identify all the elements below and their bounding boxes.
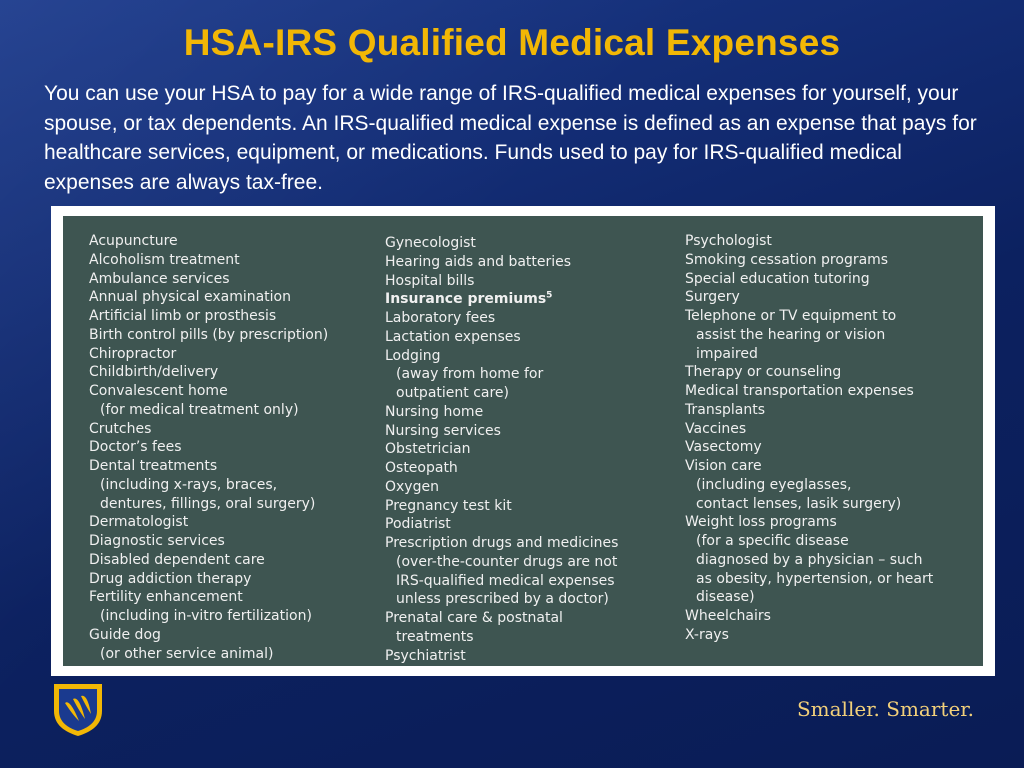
expense-column-2 [385, 234, 675, 665]
expense-item [685, 495, 975, 514]
expense-item-text: IRS-qualified medical expenses [396, 572, 615, 589]
expense-item [385, 647, 675, 666]
expense-item-text: (for a specific disease [696, 533, 849, 549]
expense-item-text: Crutches [89, 420, 152, 437]
expense-item [89, 626, 369, 645]
expense-item-text: Alcoholism treatment [89, 251, 240, 268]
expense-item [685, 420, 975, 439]
expense-item [685, 288, 975, 307]
expense-table [63, 216, 983, 666]
expense-item [685, 326, 975, 345]
expense-item-text: Drug addiction therapy [89, 570, 252, 587]
expense-item-text: (including in-vitro fertilization) [100, 608, 312, 624]
expense-item [685, 270, 975, 289]
expense-item-text: dentures, fillings, oral surgery) [100, 495, 316, 512]
expense-item-text: Obstetrician [385, 441, 471, 458]
expense-item-text: Smoking cessation programs [685, 251, 889, 268]
expense-item [89, 513, 369, 532]
expense-item-text: (for medical treatment only) [100, 401, 299, 418]
expense-item [385, 553, 675, 572]
expense-item-text: Telephone or TV equipment to [685, 308, 897, 324]
expense-item [685, 382, 975, 401]
expense-item [685, 307, 975, 326]
intro-paragraph: You can use your HSA to pay for a wide range of IRS-qualified medical expenses for yourself, your spouse, or tax dependents. An IRS-qualified medical expense is defined as an expense that pays for healthcare services, equipment, or medications. Funds used to pay for IRS-qualified medical expenses are always tax-free. [44, 82, 977, 194]
expense-item [89, 363, 369, 382]
expense-item-text: Guide dog [89, 626, 161, 643]
expense-item-text: Therapy or counseling [685, 364, 842, 381]
expense-item [89, 476, 369, 495]
expense-item [385, 290, 675, 309]
expense-item [89, 345, 369, 364]
expense-item [685, 551, 975, 570]
expense-item-text: Hearing aids and batteries [385, 253, 572, 270]
expense-item [89, 288, 369, 307]
expense-item-text: Laboratory fees [385, 310, 496, 326]
expense-item [89, 570, 369, 589]
expense-item-text: Doctor’s fees [89, 439, 182, 456]
expense-item-text: Psychologist [685, 233, 772, 249]
expense-item-text: Prenatal care & postnatal [385, 610, 563, 626]
expense-item-text: Weight loss programs [685, 514, 837, 531]
expense-item [385, 590, 675, 609]
expense-item-text: Childbirth/delivery [89, 364, 219, 381]
expense-item-text: outpatient care) [396, 385, 509, 401]
expense-item [685, 438, 975, 457]
expense-item-text: Insurance premiums [385, 291, 547, 308]
expense-item [89, 551, 369, 570]
expense-item [385, 272, 675, 291]
expense-item-text: Artificial limb or prosthesis [89, 308, 277, 324]
expense-item-text: assist the hearing or vision [696, 326, 886, 343]
expense-item [89, 270, 369, 289]
expense-item-text: Nursing home [385, 403, 484, 420]
expense-item-text: Vision care [685, 458, 762, 474]
expense-item-text: (including eyeglasses, [696, 476, 852, 493]
expense-item [385, 365, 675, 384]
expense-item [385, 384, 675, 403]
expense-item-text: unless prescribed by a doctor) [396, 591, 609, 608]
tagline: Smaller. Smarter. [796, 697, 974, 721]
expense-item [385, 328, 675, 347]
expense-item-text: Vasectomy [685, 439, 762, 456]
expense-item [385, 347, 675, 366]
expense-item-text: Ambulance services [89, 270, 230, 287]
expense-item-text: disease) [696, 589, 755, 606]
expense-item [89, 588, 369, 607]
expense-item [685, 626, 975, 645]
expense-item-text: as obesity, hypertension, or heart [696, 570, 934, 587]
expense-item [89, 607, 369, 626]
expense-item-text: (including x-rays, braces, [100, 476, 278, 493]
expense-item [89, 307, 369, 326]
expense-item [685, 607, 975, 626]
expense-item [385, 422, 675, 441]
expense-item-text: Osteopath [385, 460, 458, 476]
expense-item [89, 420, 369, 439]
expense-item [685, 232, 975, 251]
expense-item-text: X-rays [685, 626, 729, 643]
expense-item-text: Vaccines [685, 420, 747, 437]
expense-item-text: Fertility enhancement [89, 589, 243, 606]
expense-item-text: Hospital bills [385, 272, 475, 289]
expense-item-text: Birth control pills (by prescription) [89, 326, 329, 343]
expense-item-text: treatments [396, 628, 474, 645]
expense-item [89, 495, 369, 514]
expense-item [385, 515, 675, 534]
expense-item-text: (away from home for [396, 366, 544, 383]
expense-item [385, 478, 675, 497]
expense-item [385, 534, 675, 553]
expense-item-text: Dermatologist [89, 514, 189, 531]
expense-item [685, 588, 975, 607]
expense-item-text: Prescription drugs and medicines [385, 535, 619, 551]
expense-item [385, 572, 675, 591]
expense-item [685, 570, 975, 589]
expense-item [89, 532, 369, 551]
expense-item [685, 476, 975, 495]
expense-item [685, 513, 975, 532]
expense-item-text: Wheelchairs [685, 608, 771, 624]
expense-column-1 [89, 232, 369, 663]
expense-item [385, 234, 675, 253]
expense-item [385, 440, 675, 459]
expense-item-text: (or other service animal) [100, 645, 274, 662]
shield-logo-icon [51, 681, 105, 737]
expense-item-text: Podiatrist [385, 516, 451, 533]
expense-item [685, 401, 975, 420]
expense-item [685, 251, 975, 270]
expense-item [685, 345, 975, 364]
expense-item [89, 645, 369, 664]
expense-item [89, 401, 369, 420]
expense-item-text: Diagnostic services [89, 533, 225, 549]
expense-item [385, 253, 675, 272]
expense-item-text: Special education tutoring [685, 270, 870, 287]
expense-item [685, 363, 975, 382]
expense-item-text: Gynecologist [385, 235, 476, 251]
expense-item-text: Lactation expenses [385, 328, 521, 345]
expense-item-text: Dental treatments [89, 458, 218, 474]
expense-item-text: Psychiatrist [385, 647, 466, 664]
expense-column-3 [685, 232, 975, 645]
expense-item-text: Oxygen [385, 478, 439, 495]
expense-item-text: Nursing services [385, 422, 501, 439]
expense-item-text: (over-the-counter drugs are not [396, 553, 618, 570]
expense-item [89, 438, 369, 457]
expense-item-text: Annual physical examination [89, 289, 291, 306]
expense-item-text: Lodging [385, 347, 441, 364]
expense-item-text: Chiropractor [89, 345, 177, 362]
slide-title: HSA-IRS Qualified Medical Expenses [183, 22, 841, 63]
expense-item-text: contact lenses, lasik surgery) [696, 495, 902, 512]
expense-item-text: Disabled dependent care [89, 551, 265, 568]
expense-item [89, 251, 369, 270]
expense-item [685, 457, 975, 476]
expense-item-text: Convalescent home [89, 383, 228, 399]
expense-item-text: Acupuncture [89, 233, 178, 249]
expense-item [385, 309, 675, 328]
expense-item [385, 628, 675, 647]
expense-item-text: Medical transportation expenses [685, 383, 914, 399]
footnote-marker: 5 [546, 290, 553, 301]
expense-item-text: impaired [696, 345, 758, 362]
expense-item [385, 609, 675, 628]
expense-item-text: Transplants [685, 401, 766, 418]
expense-item [385, 403, 675, 422]
expense-table-frame [51, 206, 995, 676]
expense-item [89, 232, 369, 251]
expense-item [89, 382, 369, 401]
expense-item [385, 459, 675, 478]
expense-item-text: diagnosed by a physician – such [696, 551, 923, 568]
expense-item [685, 532, 975, 551]
expense-item-text: Surgery [685, 289, 740, 306]
expense-item [89, 326, 369, 345]
expense-item [385, 497, 675, 516]
expense-item-text: Pregnancy test kit [385, 497, 512, 514]
expense-item [89, 457, 369, 476]
